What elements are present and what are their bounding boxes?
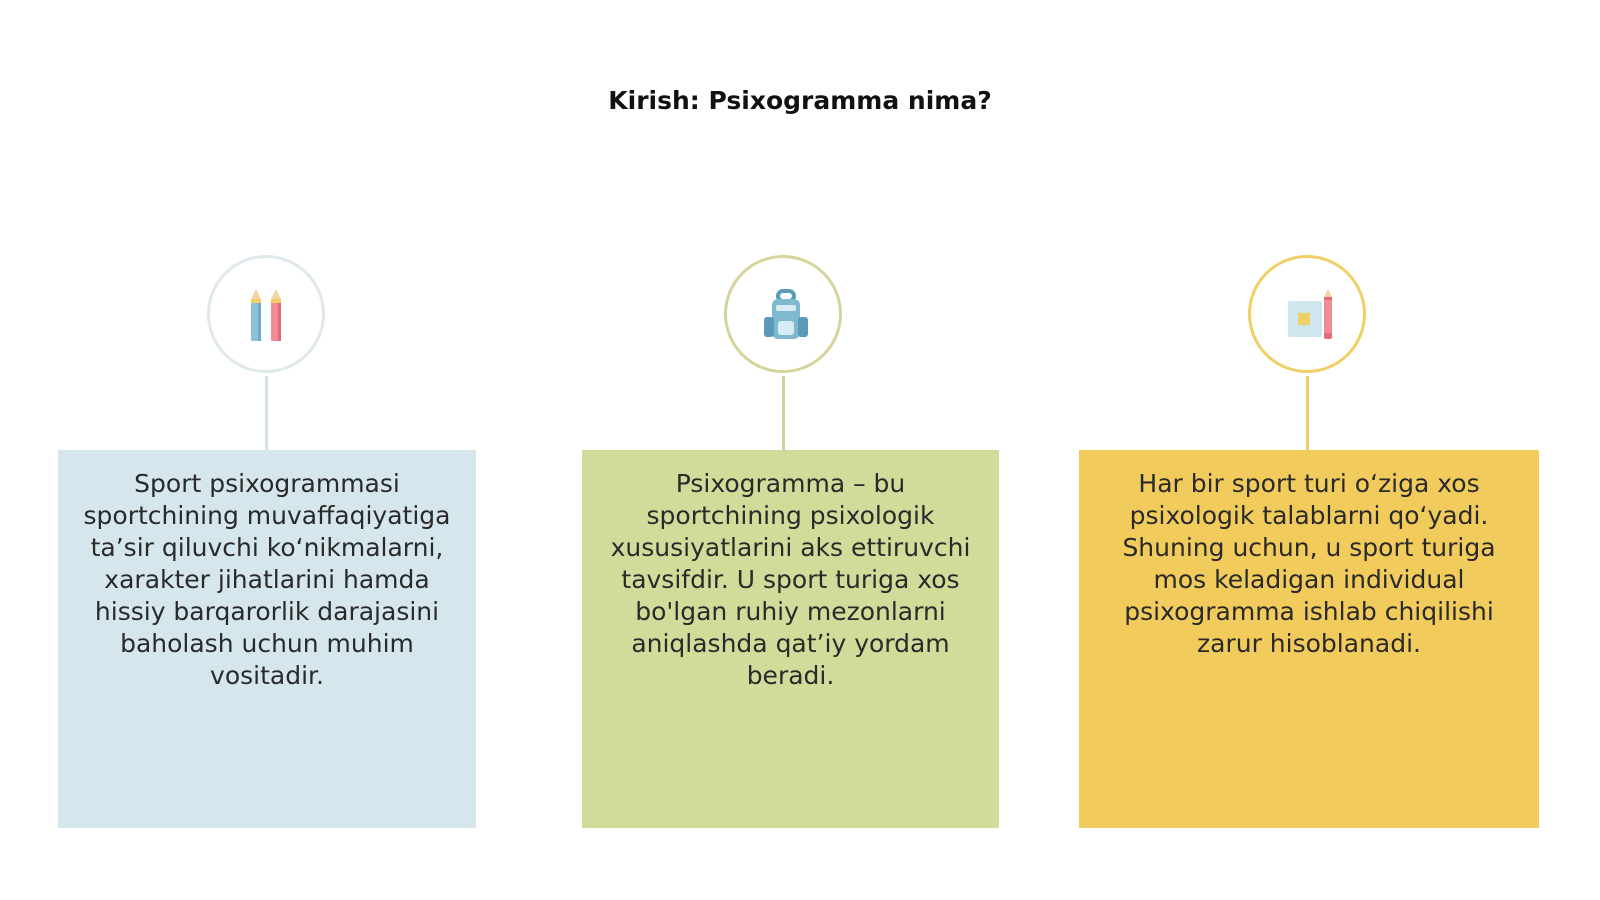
page-title: Kirish: Psixogramma nima? xyxy=(608,86,992,115)
card-3-text: Har bir sport turi o‘ziga xos psixologik talablarni qo‘yadi. Shuning uchun, u sport turiga mos keladigan individual psixogramma ishlab chiqilishi zarur hisoblanadi. xyxy=(1122,469,1496,658)
connector-line-2 xyxy=(782,376,785,450)
card-3 xyxy=(1079,450,1539,828)
card-1-text: Sport psixogrammasi sportchining muvaffaqiyatiga ta’sir qiluvchi ko‘nikmalarni, xarakter jihatlarini hamda hissiy barqarorlik darajasini baholash uchun muhim vositadir. xyxy=(83,469,451,690)
connector-line-1 xyxy=(265,376,268,450)
icon-circle-2 xyxy=(724,255,842,373)
card-2-text: Psixogramma – bu sportchining psixologik xususiyatlarini aks ettiruvchi tavsifdir. U sport turiga xos bo'lgan ruhiy mezonlarni aniqlashda qat’iy yordam beradi. xyxy=(610,469,971,690)
icon-circle-1 xyxy=(207,255,325,373)
connector-line-3 xyxy=(1306,376,1309,450)
notebook-pencil-icon xyxy=(1280,287,1340,347)
pencils-icon xyxy=(239,287,299,347)
backpack-icon xyxy=(756,287,816,347)
card-2 xyxy=(582,450,999,828)
icon-circle-3 xyxy=(1248,255,1366,373)
card-1 xyxy=(58,450,476,828)
